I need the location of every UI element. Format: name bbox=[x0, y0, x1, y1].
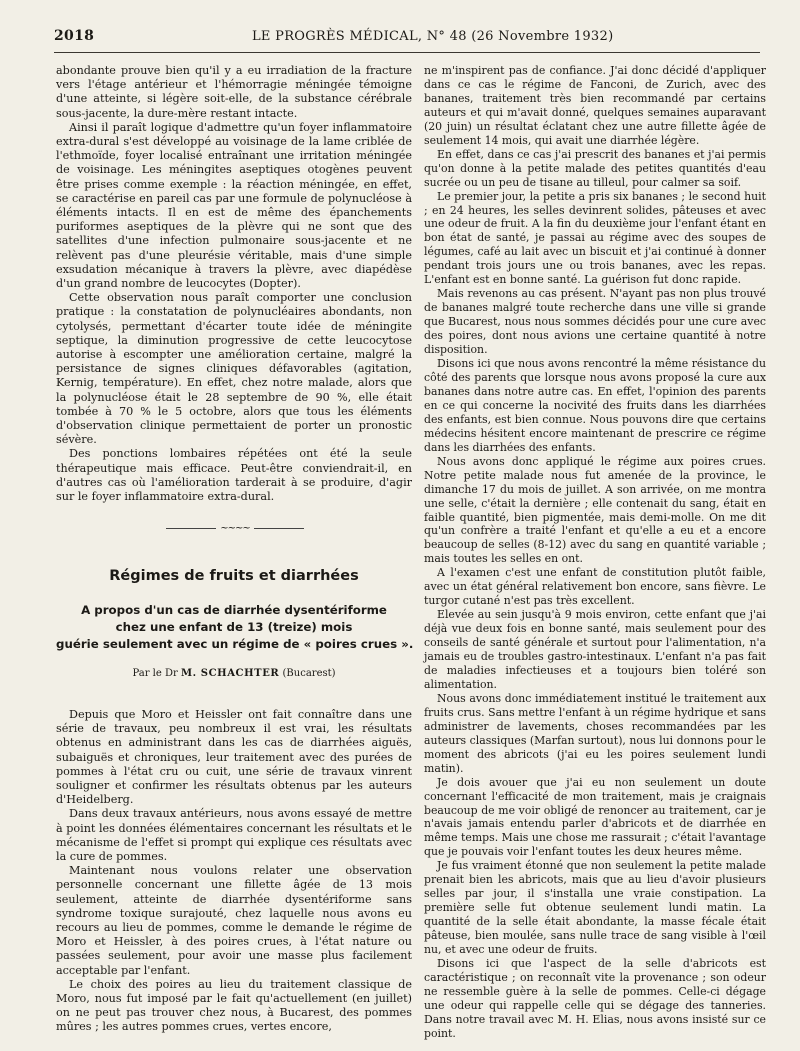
article-subtitle bbox=[56, 602, 412, 653]
paragraph: Cette observation nous paraît comporter une conclusion pratique : la constatation de polynucléaires abondants, non cytolysés, permettant d'écarter toute idée de méningite septique, la diminution progressive de cette leucocytose autorise à escompter une amélioration certaine, malgré la persistance de signes cliniques défavorables (agitation, Kernig, température). En effet, chez notre malade, alors que la polynucléose était le 28 septembre de 90 %, elle était tombée à 70 % le 5 octobre, alors que tous les éléments d'observation clinique permettaient de porter un pronostic sévère. bbox=[56, 291, 412, 447]
author-place: (Bucarest) bbox=[282, 668, 336, 679]
left-column-article bbox=[56, 708, 412, 1035]
paragraph: Nous avons donc appliqué le régime aux poires crues. Notre petite malade nous fut amenée de la province, le dimanche 17 du mois de juillet. A son arrivée, on me montra une selle, c'était la dernière ; elle contenait du sang, était en faible quantité, bien pigmentée, mais demi-molle. On me dit qu'un confrère a traité l'enfant et qu'elle a eu et a encore beaucoup de selles (8-12) avec du sang en quantité variable ; mais toutes les selles en ont. bbox=[424, 454, 766, 566]
header-rule bbox=[54, 52, 760, 53]
paragraph: Dans deux travaux antérieurs, nous avons essayé de mettre à point les données élémentaires concernant les résultats et le mécanisme de l'effet si prompt qui explique ces résultats avec la cure de pommes. bbox=[56, 807, 412, 864]
right-column bbox=[424, 64, 766, 1041]
paragraph: Je fus vraiment étonné que non seulement la petite malade prenait bien les abricots, mais que au lieu d'avoir plusieurs selles par jour, il s'installa une vraie constipation. La première selle fut obtenue seulement lundi matin. La quantité de la selle était abondante, la masse fécale était pâteuse, bien moulée, sans nulle trace de sang visible à l'œil nu, et avec une odeur de fruits. bbox=[424, 859, 766, 957]
paragraph: Depuis que Moro et Heissler ont fait connaître dans une série de travaux, peu nombreux il est vrai, les résultats obtenus en administrant dans les cas de diarrhées aiguës, subaiguës et chroniques, leur traitement avec des purées de pommes à l'état cru ou cuit, une série de travaux vinrent souligner et confirmer les résultats obtenus par les auteurs d'Heidelberg. bbox=[56, 708, 412, 807]
paragraph: Nous avons donc immédiatement institué le traitement aux fruits crus. Sans mettre l'enfant à un régime hydrique et sans administrer de lavements, choses recommandées par les auteurs classiques (Marfan surtout), nous lui donnons pour le moment des abricots (j'ai eu les poires seulement lundi matin). bbox=[424, 691, 766, 775]
author-name: M. SCHACHTER bbox=[180, 668, 280, 679]
subtitle-line: chez une enfant de 13 (treize) mois bbox=[115, 620, 353, 634]
subtitle-line: A propos d'un cas de diarrhée dysentériforme bbox=[81, 603, 387, 617]
paragraph: Elevée au sein jusqu'à 9 mois environ, cette enfant que j'ai déjà vue deux fois en bonne santé, mais seulement pour des conseils de santé générale et surtout pour l'alimentation, n'a jamais eu de troubles gastro-intestinaux. L'enfant n'a pas fait de maladies infectieuses et a toujours bien toléré son alimentation. bbox=[424, 608, 766, 691]
paragraph: Ainsi il paraît logique d'admettre qu'un foyer inflammatoire extra-dural s'est développé au voisinage de la lame criblée de l'ethmoïde, foyer localisé entraînant une irritation méningée de voisinage. Les méningites aseptiques otogènes peuvent être prises comme exemple : la réaction méningée, en effet, se caractérise en pareil cas par une formule de polynucléose à éléments intacts. Il en est de même des épanchements puriformes aseptiques de la plèvre qui ne sont que des satellites d'une infection pulmonaire sous-jacente et ne relèvent pas d'une pleurésie véritable, mais d'une simple exsudation mécanique à travers la plèvre, avec diapédèse d'un grand nombre de leucocytes (Dopter). bbox=[56, 120, 412, 291]
section-divider bbox=[166, 522, 304, 534]
paragraph: Disons ici que l'aspect de la selle d'abricots est caractéristique ; on reconnaît vite la provenance ; son odeur ne ressemble guère à la selle de pommes. Celle-ci dégage une odeur qui rappelle celle qui se dégage des tanneries. Dans notre travail avec M. H. Elias, nous avons insisté sur ce point. bbox=[424, 957, 766, 1040]
paragraph: abondante prouve bien qu'il y a eu irradiation de la fracture vers l'étage antérieur et l'hémorragie méningée témoigne d'une atteinte, si légère soit-elle, de la substance cérébrale sous-jacente, la dure-mère restant intacte. bbox=[56, 64, 412, 120]
paragraph: Le choix des poires au lieu du traitement classique de Moro, nous fut imposé par le fait qu'actuellement (en juillet) on ne peut pas trouver chez nous, à Bucarest, des pommes mûres ; les autres pommes crues, vertes encore, bbox=[56, 977, 412, 1034]
paragraph: A l'examen c'est une enfant de constitution plutôt faible, avec un état général relativement bon encore, sans fièvre. Le turgor cutané n'est pas très excellent. bbox=[424, 566, 766, 608]
paragraph: En effet, dans ce cas j'ai prescrit des bananes et j'ai permis qu'on donne à la petite malade des petites quantités d'eau sucrée ou un peu de tisane au tilleul, pour calmer sa soif. bbox=[424, 147, 766, 189]
paragraph: Mais revenons au cas présent. N'ayant pas non plus trouvé de bananes malgré toute recherche dans une ville si grande que Bucarest, nous nous sommes décidés pour une cure avec des poires, dont nous avions une certaine quantité à notre disposition. bbox=[424, 287, 766, 357]
paragraph: Disons ici que nous avons rencontré la même résistance du côté des parents que lorsque nous avons proposé la cure aux bananes dans notre autre cas. En effet, l'opinion des parents en ce qui concerne la nocivité des fruits dans les diarrhées des enfants, est bien connue. Nous pouvons dire que certains médecins hésitent encore maintenant de prescrire ce régime dans les diarrhées des enfants. bbox=[424, 357, 766, 454]
journal-title: LE PROGRÈS MÉDICAL, N° 48 (26 Novembre 1932) bbox=[252, 29, 614, 44]
byline-prefix: Par le Dr bbox=[132, 668, 178, 679]
paragraph: Des ponctions lombaires répétées ont été la seule thérapeutique mais efficace. Peut-être conviendrait-il, en d'autres cas où l'amélioration tarderait à se produire, d'agir sur le foyer inflammatoire extra-dural. bbox=[56, 447, 412, 504]
left-column-top bbox=[56, 64, 412, 504]
paragraph: Je dois avouer que j'ai eu non seulement un doute concernant l'efficacité de mon traitement, mais je craignais beaucoup de me voir obligé de renoncer au traitement, car je n'avais jamais entendu parler d'abricots et de diarrhée en même temps. Mais une chose me rassurait ; c'était l'avantage que je pouvais voir l'enfant toutes les deux heures même. bbox=[424, 775, 766, 859]
byline bbox=[56, 668, 412, 679]
running-header bbox=[54, 28, 754, 50]
article-title: Régimes de fruits et diarrhées bbox=[109, 568, 359, 584]
page-number: 2018 bbox=[54, 28, 95, 44]
subtitle-line: guérie seulement avec un régime de « poires crues ». bbox=[56, 637, 414, 651]
paragraph: ne m'inspirent pas de confiance. J'ai donc décidé d'appliquer dans ce cas le régime de Fanconi, de Zurich, avec des bananes, traitement très bien recommandé par certains auteurs et qui m'avait donné, quelques semaines auparavant (20 juin) un résultat éclatant chez une autre fillette âgée de seulement 14 mois, qui avait une diarrhée légère. bbox=[424, 64, 766, 147]
divider-ornament: ~~~~ bbox=[220, 522, 250, 534]
paragraph: Maintenant nous voulons relater une observation personnelle concernant une fillette âgée de 13 mois seulement, atteinte de diarrhée dysentériforme sans syndrome toxique surajouté, chez laquelle nous avons eu recours au lieu de pommes, comme le demande le régime de Moro et Heissler, à des poires crues, à l'état nature ou passées seulement, pour avoir une masse plus facilement acceptable par l'enfant. bbox=[56, 864, 412, 977]
paragraph: Le premier jour, la petite a pris six bananes ; le second huit ; en 24 heures, les selles devinrent solides, pâteuses et avec une odeur de fruit. A la fin du deuxième jour l'enfant étant en bon état de santé, je passai au régime avec des soupes de légumes, café au lait avec un biscuit et j'ai continué à donner pendant trois jours une ou trois bananes, avec les repas. L'enfant est en bonne santé. La guérison fut donc rapide. bbox=[424, 189, 766, 287]
